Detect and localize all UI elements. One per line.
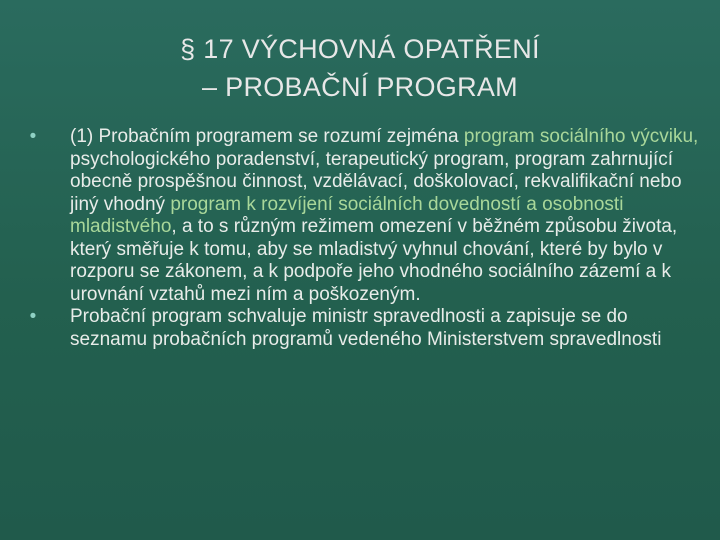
- bullet-text: [70, 306, 702, 351]
- highlighted-text-segment: program sociálního výcviku,: [463, 126, 699, 147]
- text-segment: psychologického poradenství, terapeutický program, program zahrnující obecně prospěšnou činnost, vzdělávací, doškolovací, rekvalifikační nebo jiný vhodný: [70, 148, 682, 215]
- bullet-marker: •: [29, 306, 37, 327]
- bullet-item-2: [22, 306, 702, 351]
- title-line-1: § 17 VÝCHOVNÁ OPATŘENÍ: [180, 34, 540, 64]
- text-segment: (1) Probačním programem se rozumí zejména: [70, 126, 464, 147]
- slide-title: [60, 30, 660, 106]
- bullet-marker: •: [29, 126, 37, 147]
- text-segment: , a to s různým režimem omezení v běžném způsobu života, který směřuje k tomu, aby se mladistvý vyhnul chování, které by bylo v rozporu se zákonem, a k podpoře jeho vhodného sociálního zázemí a k urovnání vztahů mezi ním a poškozeným.: [70, 216, 678, 305]
- bullet-item-1: [22, 126, 702, 306]
- slide-body: [22, 126, 702, 351]
- highlighted-text-segment: program k rozvíjení sociálních dovedností a osobnosti mladistvého: [70, 193, 624, 237]
- text-segment: Probační program schvaluje ministr spravedlnosti a zapisuje se do seznamu probačních programů vedeného Ministerstvem spravedlnosti: [70, 306, 662, 350]
- bullet-text: [70, 126, 702, 306]
- title-line-2: – PROBAČNÍ PROGRAM: [202, 72, 518, 102]
